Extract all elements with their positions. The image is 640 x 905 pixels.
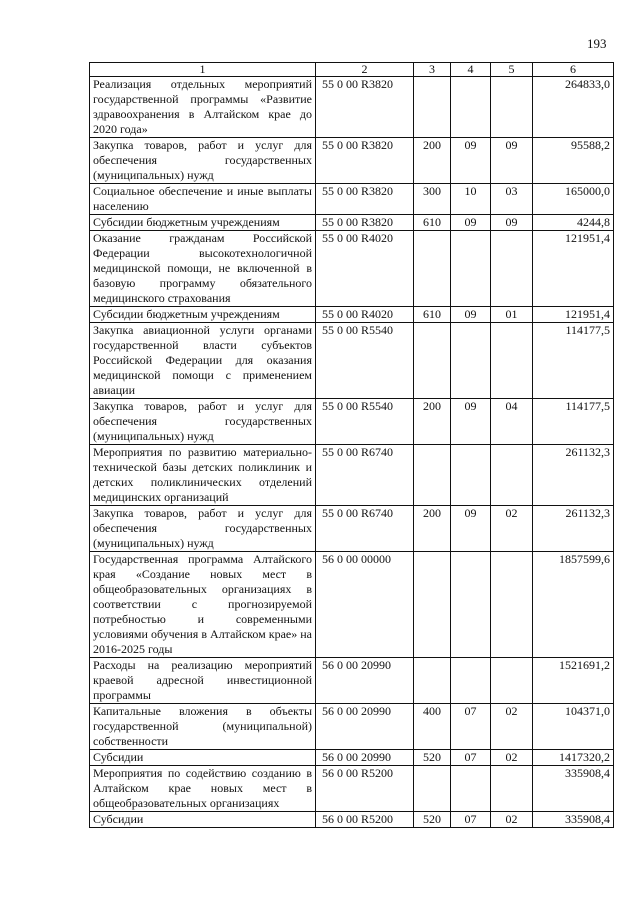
table-row xyxy=(90,812,614,828)
table-row xyxy=(90,215,614,231)
cell-code: 55 0 00 R3820 xyxy=(316,138,414,184)
cell-sum: 261132,3 xyxy=(533,445,614,506)
table-row xyxy=(90,704,614,750)
cell-name: Субсидии xyxy=(90,750,316,766)
cell-name: Закупка авиационной услуги органами государственной власти субъектов Российской Федерации для оказания медицинской помощи с применением авиации xyxy=(90,323,316,399)
cell-sum: 121951,4 xyxy=(533,231,614,307)
cell-code: 56 0 00 R5200 xyxy=(316,812,414,828)
cell-vr xyxy=(414,323,451,399)
cell-pr: 03 xyxy=(491,184,533,215)
cell-pr: 01 xyxy=(491,307,533,323)
cell-vr xyxy=(414,552,451,658)
cell-code: 55 0 00 R3820 xyxy=(316,215,414,231)
table-row xyxy=(90,307,614,323)
cell-vr xyxy=(414,231,451,307)
cell-sum: 4244,8 xyxy=(533,215,614,231)
cell-code: 55 0 00 R6740 xyxy=(316,506,414,552)
cell-code: 56 0 00 R5200 xyxy=(316,766,414,812)
table-row xyxy=(90,658,614,704)
page-number: 193 xyxy=(587,36,607,51)
table-row xyxy=(90,231,614,307)
cell-sum: 165000,0 xyxy=(533,184,614,215)
cell-vr xyxy=(414,445,451,506)
cell-pr xyxy=(491,658,533,704)
cell-name: Реализация отдельных мероприятий государственной программы «Развитие здравоохранения в Алтайском крае до 2020 года» xyxy=(90,77,316,138)
cell-rz xyxy=(451,77,491,138)
cell-sum: 121951,4 xyxy=(533,307,614,323)
cell-name: Закупка товаров, работ и услуг для обеспечения государственных (муниципальных) нужд xyxy=(90,399,316,445)
table-header-row xyxy=(90,63,614,77)
cell-code: 55 0 00 R5540 xyxy=(316,323,414,399)
cell-rz: 09 xyxy=(451,215,491,231)
cell-vr: 520 xyxy=(414,750,451,766)
cell-name: Субсидии бюджетным учреждениям xyxy=(90,215,316,231)
table-row xyxy=(90,138,614,184)
cell-name: Закупка товаров, работ и услуг для обеспечения государственных (муниципальных) нужд xyxy=(90,138,316,184)
cell-rz: 09 xyxy=(451,307,491,323)
cell-rz: 09 xyxy=(451,138,491,184)
cell-code: 55 0 00 R3820 xyxy=(316,77,414,138)
cell-name: Субсидии xyxy=(90,812,316,828)
cell-name: Капитальные вложения в объекты государственной (муниципальной) собственности xyxy=(90,704,316,750)
cell-pr: 02 xyxy=(491,506,533,552)
cell-pr xyxy=(491,231,533,307)
cell-rz: 07 xyxy=(451,704,491,750)
cell-rz xyxy=(451,552,491,658)
cell-pr: 02 xyxy=(491,750,533,766)
cell-name: Закупка товаров, работ и услуг для обеспечения государственных (муниципальных) нужд xyxy=(90,506,316,552)
budget-table xyxy=(89,62,614,828)
cell-sum: 1417320,2 xyxy=(533,750,614,766)
cell-name: Мероприятия по развитию материально-технической базы детских поликлиник и детских поликлинических отделений медицинских организаций xyxy=(90,445,316,506)
cell-code: 55 0 00 R5540 xyxy=(316,399,414,445)
cell-code: 56 0 00 20990 xyxy=(316,750,414,766)
table-row xyxy=(90,750,614,766)
cell-sum: 335908,4 xyxy=(533,812,614,828)
cell-rz xyxy=(451,766,491,812)
cell-vr: 300 xyxy=(414,184,451,215)
table-row xyxy=(90,552,614,658)
cell-sum: 95588,2 xyxy=(533,138,614,184)
column-header-rz: 4 xyxy=(451,63,491,77)
cell-sum: 335908,4 xyxy=(533,766,614,812)
cell-code: 56 0 00 20990 xyxy=(316,658,414,704)
cell-pr xyxy=(491,77,533,138)
cell-pr xyxy=(491,445,533,506)
cell-pr xyxy=(491,552,533,658)
column-header-pr: 5 xyxy=(491,63,533,77)
cell-vr: 610 xyxy=(414,307,451,323)
column-header-name: 1 xyxy=(90,63,316,77)
cell-sum: 1521691,2 xyxy=(533,658,614,704)
cell-vr: 610 xyxy=(414,215,451,231)
cell-code: 56 0 00 20990 xyxy=(316,704,414,750)
cell-rz xyxy=(451,231,491,307)
cell-sum: 264833,0 xyxy=(533,77,614,138)
cell-code: 55 0 00 R4020 xyxy=(316,307,414,323)
cell-rz xyxy=(451,323,491,399)
cell-vr: 200 xyxy=(414,399,451,445)
column-header-sum: 6 xyxy=(533,63,614,77)
cell-rz: 09 xyxy=(451,506,491,552)
table-row xyxy=(90,399,614,445)
cell-name: Субсидии бюджетным учреждениям xyxy=(90,307,316,323)
cell-code: 55 0 00 R3820 xyxy=(316,184,414,215)
cell-pr: 04 xyxy=(491,399,533,445)
cell-sum: 104371,0 xyxy=(533,704,614,750)
cell-vr: 200 xyxy=(414,138,451,184)
cell-vr xyxy=(414,77,451,138)
table-row xyxy=(90,506,614,552)
cell-name: Оказание гражданам Российской Федерации высокотехнологичной медицинской помощи, не включенной в базовую программу обязательного медицинского страхования xyxy=(90,231,316,307)
cell-vr xyxy=(414,658,451,704)
table-body xyxy=(90,77,614,828)
cell-vr: 520 xyxy=(414,812,451,828)
cell-sum: 261132,3 xyxy=(533,506,614,552)
table-row xyxy=(90,323,614,399)
cell-vr: 200 xyxy=(414,506,451,552)
cell-name: Расходы на реализацию мероприятий краевой адресной инвестиционной программы xyxy=(90,658,316,704)
cell-code: 55 0 00 R4020 xyxy=(316,231,414,307)
column-header-code: 2 xyxy=(316,63,414,77)
cell-vr: 400 xyxy=(414,704,451,750)
table-row xyxy=(90,184,614,215)
cell-vr xyxy=(414,766,451,812)
cell-sum: 114177,5 xyxy=(533,323,614,399)
cell-rz: 07 xyxy=(451,750,491,766)
cell-code: 56 0 00 00000 xyxy=(316,552,414,658)
cell-name: Социальное обеспечение и иные выплаты населению xyxy=(90,184,316,215)
cell-pr: 02 xyxy=(491,704,533,750)
cell-sum: 1857599,6 xyxy=(533,552,614,658)
cell-pr: 09 xyxy=(491,138,533,184)
cell-pr: 02 xyxy=(491,812,533,828)
cell-name: Государственная программа Алтайского края «Создание новых мест в общеобразовательных организациях в соответствии с прогнозируемой потребностью и современными условиями обучения в Алтайском крае» на 2016-2025 годы xyxy=(90,552,316,658)
table-row xyxy=(90,445,614,506)
cell-pr: 09 xyxy=(491,215,533,231)
cell-code: 55 0 00 R6740 xyxy=(316,445,414,506)
cell-rz xyxy=(451,658,491,704)
table-row xyxy=(90,766,614,812)
cell-name: Мероприятия по содействию созданию в Алтайском крае новых мест в общеобразовательных организациях xyxy=(90,766,316,812)
cell-rz: 10 xyxy=(451,184,491,215)
column-header-vr: 3 xyxy=(414,63,451,77)
cell-sum: 114177,5 xyxy=(533,399,614,445)
table-row xyxy=(90,77,614,138)
cell-pr xyxy=(491,323,533,399)
cell-rz: 09 xyxy=(451,399,491,445)
cell-pr xyxy=(491,766,533,812)
cell-rz xyxy=(451,445,491,506)
cell-rz: 07 xyxy=(451,812,491,828)
